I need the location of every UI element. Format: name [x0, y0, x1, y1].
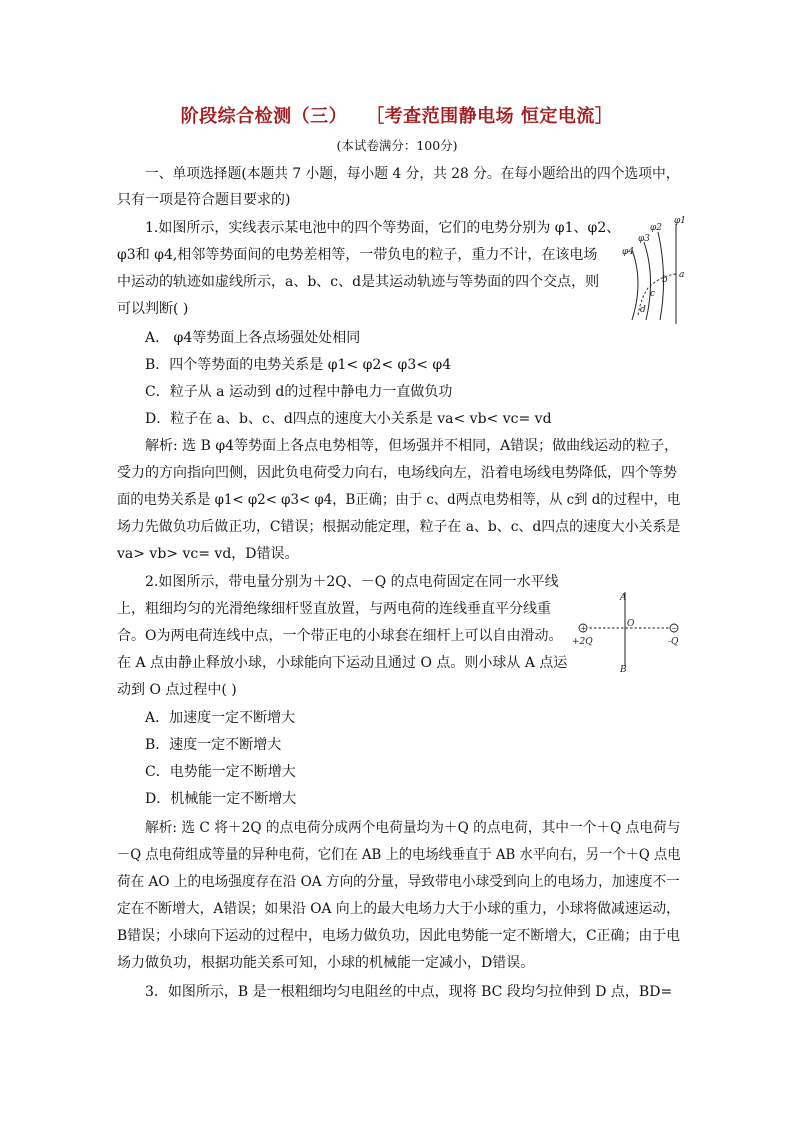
figure-label: φ1: [674, 216, 687, 226]
q2-option-d: D．机械能一定不断增大: [145, 791, 297, 807]
q2-analysis-line: B错误；小球向下运动的过程中，电场力做负功，因此电势能一定不断增大，C正确；由于电: [117, 928, 681, 944]
q1-stem-line: 中运动的轨迹如虚线所示，a、b、c、d是其运动轨迹与等势面的四个交点，则: [117, 274, 600, 290]
q2-analysis-line: 场力做负功，根据功能关系可知，小球的机械能一定减小，D错误。: [117, 955, 535, 971]
q1-option-a: A． φ4等势面上各点场强处处相同: [145, 330, 361, 346]
q1-stem-line: 可以判断( ): [117, 301, 189, 317]
q1-option-d: D．粒子在 a、b、c、d四点的速度大小关系是 va< vb< vc= vd: [145, 411, 552, 427]
q1-analysis-line: va> vb> vc= vd，D错误。: [117, 546, 299, 562]
q2-option-b: B．速度一定不断增大: [145, 737, 282, 753]
q1-equipotential-figure: [618, 216, 698, 328]
q1-analysis-line: 受力的方向指向凹侧，因此负电荷受力向右，电场线向左，沿着电场线电势降低，四个等势: [117, 465, 677, 481]
q1-option-b: B．四个等势面的电势关系是 φ1< φ2< φ3< φ4: [145, 357, 452, 373]
q2-stem-line: 在 A 点由静止释放小球，小球能向下运动且通过 O 点。则小球从 A 点运: [117, 655, 568, 671]
section-intro-line: 只有一项是符合题目要求的): [117, 192, 291, 208]
q1-analysis-line: 场力先做负功后做正功，C错误；根据动能定理，粒子在 a、b、c、d四点的速度大小关系是: [117, 519, 681, 535]
q2-analysis-line: －Q 点电荷组成等量的异种电荷，它们在 AB 上的电场线垂直于 AB 水平向右，另一个＋Q 点电: [117, 847, 681, 863]
q2-stem-line: 2.如图所示，带电量分别为＋2Q、－Q 的点电荷固定在同一水平线: [145, 574, 559, 590]
figure-label: O: [627, 619, 635, 629]
figure-label: B: [620, 665, 627, 675]
q1-option-c: C．粒子从 a 运动到 d的过程中静电力一直做负功: [145, 384, 453, 400]
minus-sign-icon: −: [671, 624, 678, 633]
q2-stem-line: 合。O为两电荷连线中点，一个带正电的小球套在细杆上可以自由滑动。: [117, 628, 563, 644]
figure-label: a: [679, 270, 685, 280]
figure-label: +2Q: [572, 637, 593, 647]
figure-label: d: [640, 305, 646, 315]
q2-analysis-line: 定在不断增大，A错误；如果沿 OA 向上的最大电场力大于小球的重力，小球将做减速运动，: [117, 901, 680, 917]
q3-stem-line: 3．如图所示，B 是一根粗细均匀电阻丝的中点，现将 BC 段均匀拉伸到 D 点，BD=: [145, 984, 673, 1000]
q2-analysis-line: 解析: 选 C 将＋2Q 的点电荷分成两个电荷量均为＋Q 的点电荷，其中一个＋Q 点电荷与: [145, 820, 681, 836]
title-scope: ［考查范围静电场 恒定电流］: [375, 106, 614, 127]
plus-sign-icon: +: [580, 624, 587, 633]
figure-label: b: [662, 275, 668, 285]
title-main: 阶段综合检测（三）: [180, 106, 348, 127]
q2-analysis-line: 荷在 AO 上的电场强度存在沿 OA 方向的分量，导致带电小球受到向上的电场力，加速度不一: [117, 874, 680, 890]
equipotential-line: [632, 250, 638, 320]
q2-charges-figure: [570, 588, 690, 678]
q1-analysis-line: 解析: 选 B φ4等势面上各点电势相等，但场强并不相同，A错误；做曲线运动的粒子，: [145, 438, 679, 454]
figure-label: φ3: [638, 234, 651, 244]
figure-label: -Q: [668, 637, 679, 647]
figure-label: A: [620, 593, 627, 603]
q2-option-a: A．加速度一定不断增大: [145, 710, 296, 726]
section-intro-line: 一、单项选择题(本题共 7 小题，每小题 4 分，共 28 分。在每小题给出的四个选项中，: [145, 166, 680, 182]
figure-label: φ2: [650, 223, 663, 233]
q2-stem-line: 动到 O 点过程中( ): [117, 682, 237, 698]
q1-stem-line: 1.如图所示，实线表示某电池中的四个等势面，它们的电势分别为 φ1、φ2、: [145, 220, 621, 236]
q2-option-c: C．电势能一定不断增大: [145, 764, 296, 780]
q1-analysis-line: 面的电势关系是 φ1< φ2< φ3< φ4，B正确；由于 c、d两点电势相等，从 c到 d的过程中，电: [117, 492, 681, 508]
score-note: (本试卷满分：100分): [336, 138, 458, 153]
q2-stem-line: 上，粗细均匀的光滑绝缘细杆竖直放置，与两电荷的连线垂直平分线重: [117, 601, 551, 617]
q1-stem-line: φ3和 φ4,相邻等势面间的电势差相等，一带负电的粒子，重力不计，在该电场: [117, 247, 598, 263]
figure-label: φ4: [622, 247, 635, 257]
figure-label: c: [650, 289, 656, 299]
page-title: [0, 102, 794, 128]
